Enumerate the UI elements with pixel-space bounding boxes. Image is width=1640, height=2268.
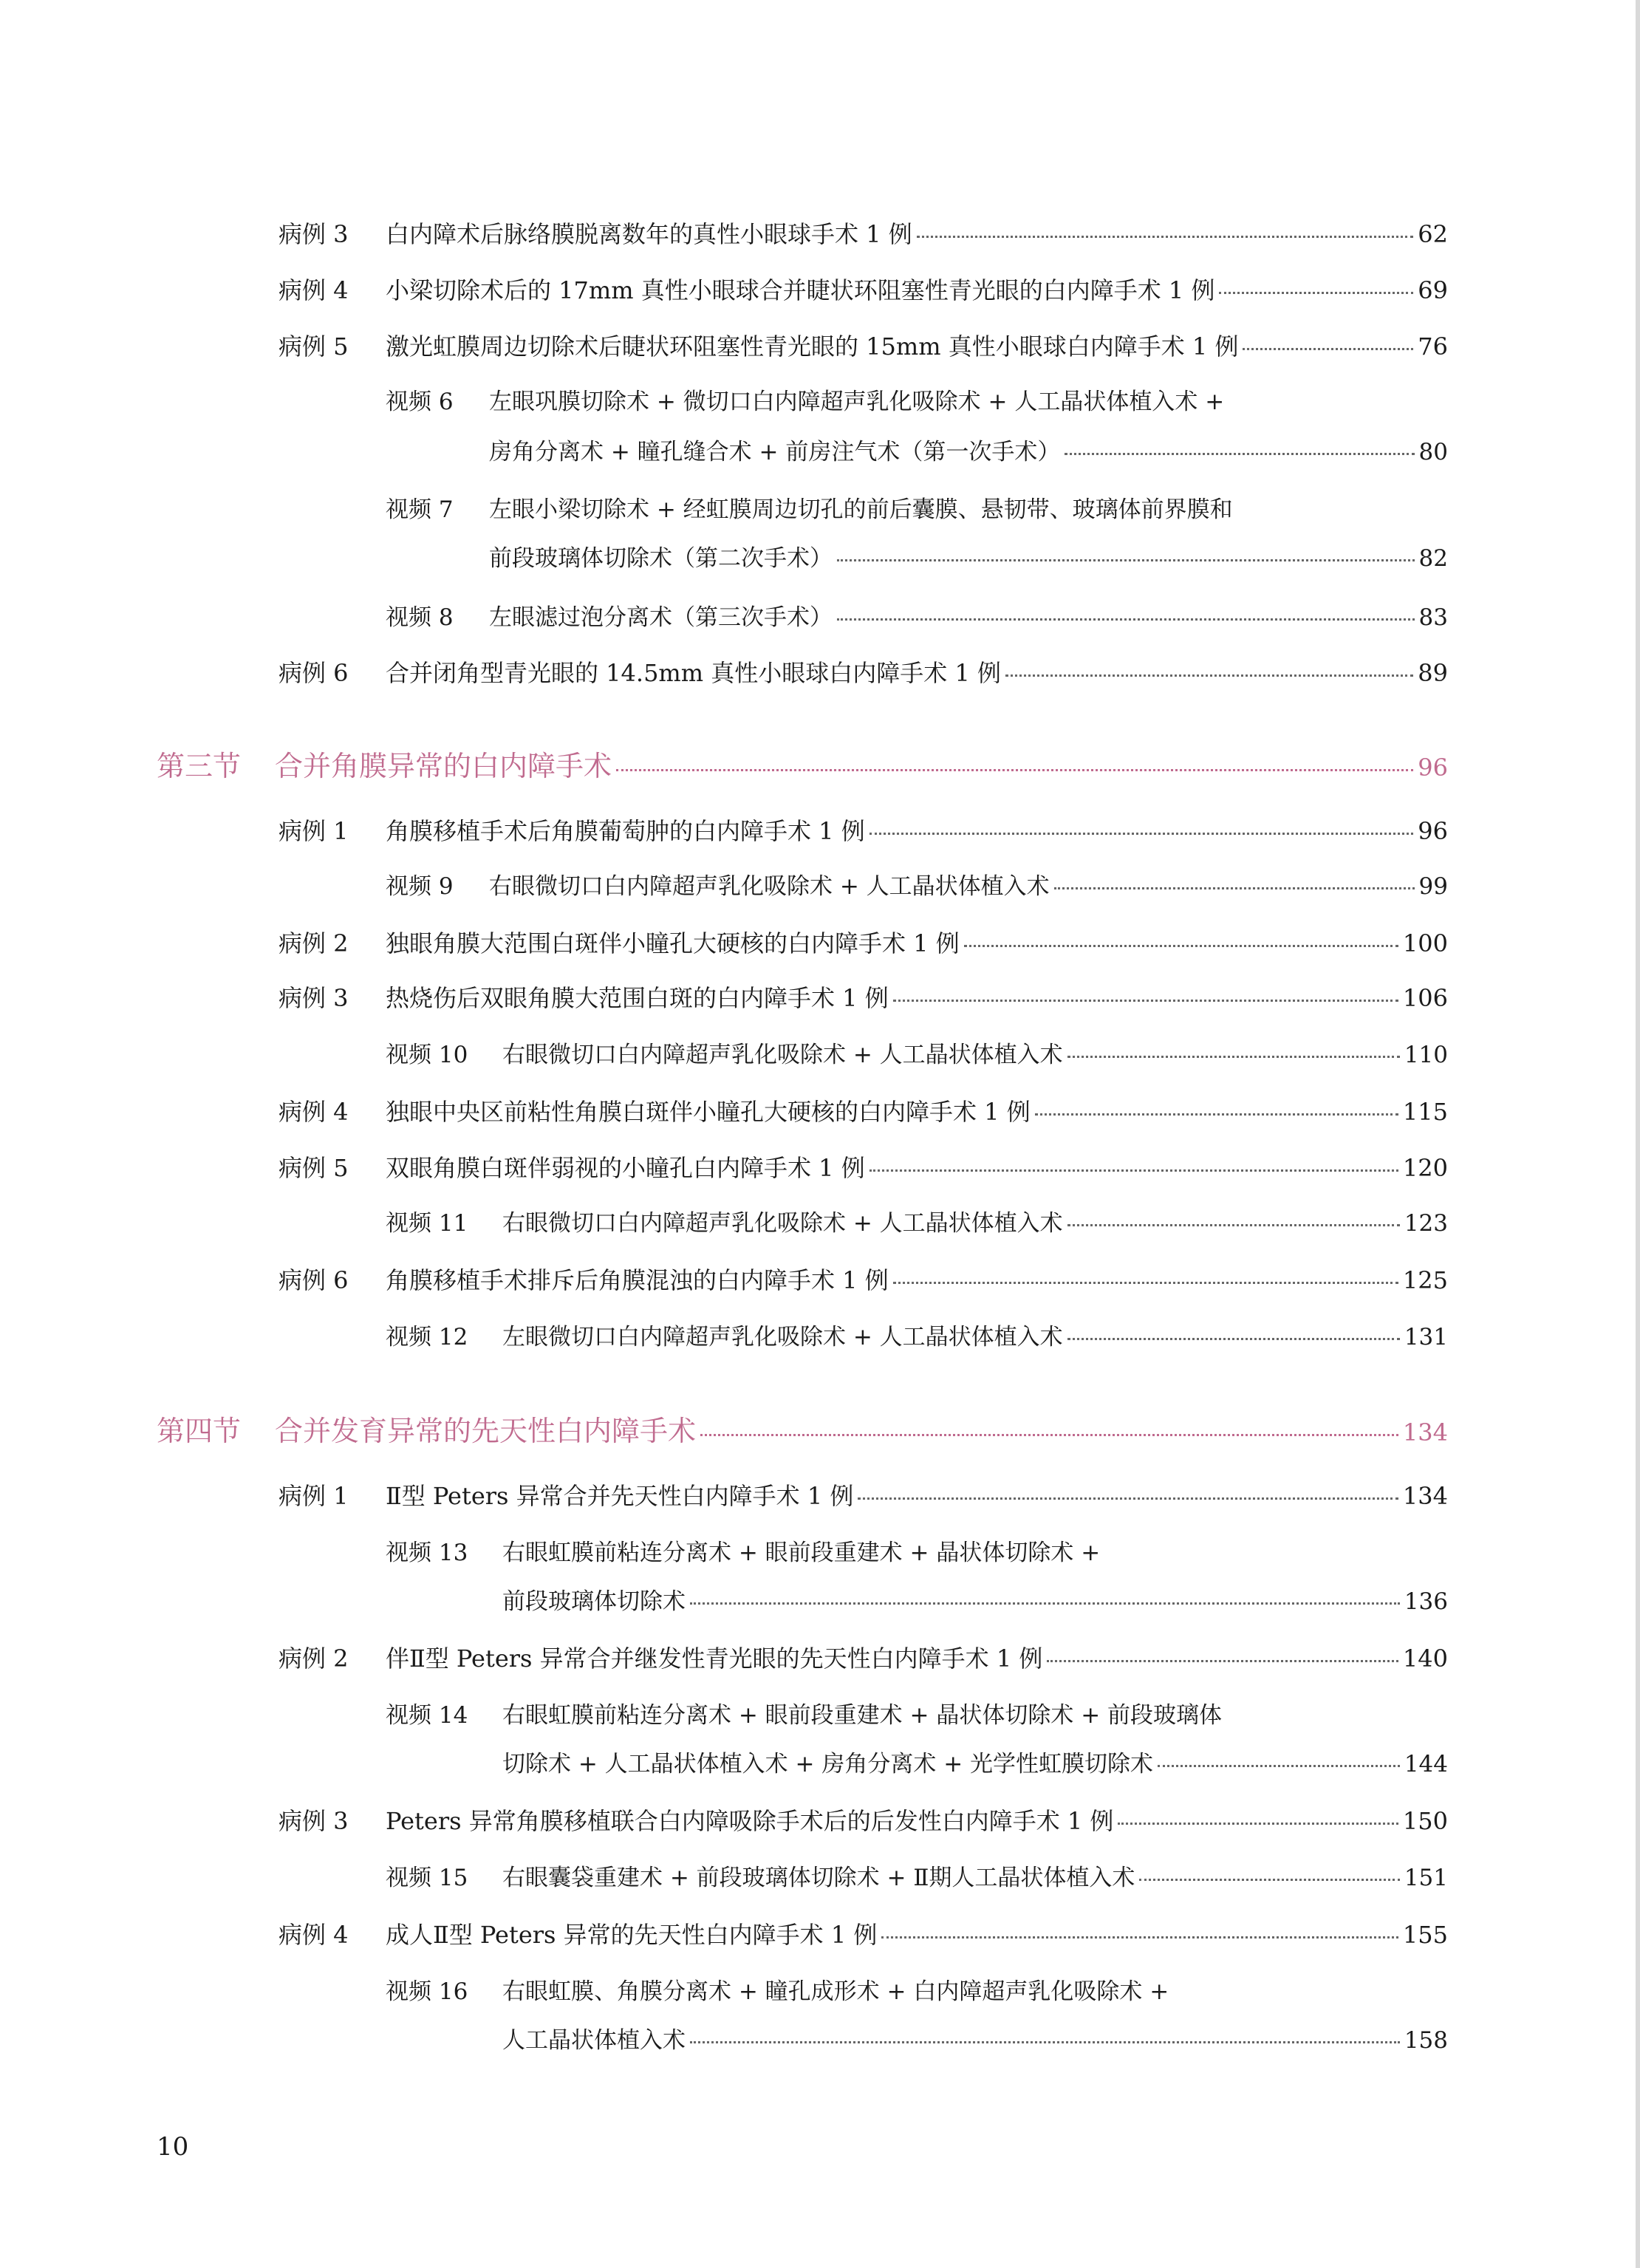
leader-dots [837,618,1415,621]
section-title: 合并发育异常的先天性白内障手术 [275,1415,697,1447]
entry-label: 病例 5 [279,1154,349,1182]
entry-page: 76 [1418,332,1448,361]
leader-dots [917,236,1414,238]
entry-label: 病例 1 [279,817,349,845]
entry-page: 83 [1418,604,1448,631]
toc-entry-video[interactable] [386,1859,1448,1892]
toc-entry-video[interactable] [386,1318,1448,1351]
entry-label: 视频 6 [386,389,454,415]
entry-page: 150 [1402,1807,1448,1835]
entry-label: 病例 5 [279,332,349,361]
entry-label: 病例 4 [279,1921,349,1949]
leader-dots [1118,1823,1398,1825]
toc-entry-case[interactable] [279,655,1448,689]
leader-dots [1035,1113,1398,1116]
entry-title: 右眼囊袋重建术 + 前段玻璃体切除术 + Ⅱ期人工晶状体植入术 [502,1865,1135,1891]
toc-entry-video[interactable] [386,598,1448,632]
section-label: 第三节 [157,750,242,782]
entry-title: Peters 异常角膜移植联合白内障吸除手术后的后发性白内障手术 1 例 [386,1807,1114,1835]
entry-title: 独眼中央区前粘性角膜白斑伴小瞳孔大硬核的白内障手术 1 例 [386,1098,1031,1126]
toc-entry-video[interactable] [502,1582,1448,1616]
entry-title: 合并闭角型青光眼的 14.5mm 真性小眼球白内障手术 1 例 [386,659,1001,687]
leader-dots [1047,1660,1398,1662]
entry-page: 144 [1404,1751,1448,1777]
leader-dots [616,769,1413,771]
entry-title: 伴Ⅱ型 Peters 异常合并继发性青光眼的先天性白内障手术 1 例 [386,1644,1043,1673]
entry-title: 小梁切除术后的 17mm 真性小眼球合并睫状环阻塞性青光眼的白内障手术 1 例 [386,276,1215,304]
page-number: 10 [157,2132,189,2162]
entry-page: 125 [1402,1266,1448,1294]
entry-page: 99 [1418,873,1448,900]
entry-page: 110 [1404,1042,1448,1068]
entry-page: 134 [1402,1482,1448,1510]
entry-label: 病例 1 [279,1482,349,1510]
entry-label: 视频 7 [386,496,454,523]
entry-label: 病例 4 [279,1098,349,1126]
leader-dots [1067,1224,1400,1226]
entry-label: 视频 16 [386,1978,468,2005]
entry-title: 白内障术后脉络膜脱离数年的真性小眼球手术 1 例 [386,220,912,248]
entry-label: 视频 15 [386,1865,468,1891]
entry-title: 角膜移植手术排斥后角膜混浊的白内障手术 1 例 [386,1266,889,1294]
entry-title-line1[interactable]: 右眼虹膜前粘连分离术 + 眼前段重建术 + 晶状体切除术 + 前段玻璃体 [502,1702,1223,1729]
entry-page: 151 [1404,1865,1448,1891]
entry-page: 69 [1418,276,1448,304]
entry-label: 视频 8 [386,604,454,631]
entry-title: 角膜移植手术后角膜葡萄肿的白内障手术 1 例 [386,817,865,845]
entry-page: 131 [1404,1324,1448,1350]
toc-entry-video[interactable] [502,2021,1448,2054]
entry-label: 病例 2 [279,929,349,957]
entry-title-line2: 人工晶状体植入术 [502,2027,686,2054]
entry-label: 视频 11 [386,1210,468,1237]
section-label: 第四节 [157,1415,242,1447]
entry-label: 病例 6 [279,1266,349,1294]
entry-title-line2: 前段玻璃体切除术 [502,1588,686,1615]
toc-entry-case[interactable] [279,328,1448,362]
leader-dots [837,559,1415,561]
leader-dots [1139,1879,1399,1881]
entry-page: 140 [1402,1644,1448,1673]
toc-entry-case[interactable] [279,1478,1448,1512]
entry-title: 双眼角膜白斑伴弱视的小瞳孔白内障手术 1 例 [386,1154,865,1182]
toc-section-heading[interactable] [157,743,1448,784]
leader-dots [869,833,1414,835]
page-edge [1636,0,1640,2268]
section-page: 134 [1402,1418,1448,1446]
entry-title-line1[interactable]: 右眼虹膜、角膜分离术 + 瞳孔成形术 + 白内障超声乳化吸除术 + [502,1978,1169,2005]
toc-entry-case[interactable] [279,216,1448,250]
toc-entry-case[interactable] [279,1150,1448,1183]
entry-page: 106 [1402,984,1448,1012]
entry-label: 视频 14 [386,1702,468,1729]
entry-page: 123 [1404,1210,1448,1237]
entry-page: 155 [1402,1921,1448,1949]
leader-dots [893,1000,1398,1002]
entry-label: 视频 10 [386,1042,468,1068]
toc-entry-case[interactable] [279,925,1448,959]
toc-entry-case[interactable] [279,1916,1448,1950]
entry-label: 病例 3 [279,220,349,248]
entry-page: 120 [1402,1154,1448,1182]
leader-dots [1243,348,1413,350]
section-page: 96 [1418,754,1448,782]
leader-dots [858,1497,1398,1500]
entry-label: 视频 13 [386,1540,468,1566]
entry-title: 成人Ⅱ型 Peters 异常的先天性白内障手术 1 例 [386,1921,878,1949]
leader-dots [1067,1338,1400,1340]
leader-dots [700,1434,1398,1436]
leader-dots [964,945,1398,947]
toc-entry-video[interactable] [502,1745,1448,1778]
entry-title: 激光虹膜周边切除术后睫状环阻塞性青光眼的 15mm 真性小眼球白内障手术 1 例 [386,332,1239,361]
entry-title: 独眼角膜大范围白斑伴小瞳孔大硬核的白内障手术 1 例 [386,929,960,957]
entry-title: 左眼滤过泡分离术（第三次手术） [489,604,833,631]
entry-label: 视频 12 [386,1324,468,1350]
toc-entry-case[interactable] [279,1640,1448,1674]
leader-dots [881,1936,1398,1939]
entry-title-line1[interactable]: 左眼巩膜切除术 + 微切口白内障超声乳化吸除术 + 人工晶状体植入术 + [489,389,1225,415]
leader-dots [1005,674,1413,677]
entry-page: 80 [1418,439,1448,465]
entry-title: 右眼微切口白内障超声乳化吸除术 + 人工晶状体植入术 [502,1042,1063,1068]
leader-dots [869,1169,1398,1172]
entry-label: 病例 2 [279,1644,349,1673]
entry-title: Ⅱ型 Peters 异常合并先天性白内障手术 1 例 [386,1482,854,1510]
entry-title-line1[interactable]: 右眼虹膜前粘连分离术 + 眼前段重建术 + 晶状体切除术 + [502,1540,1101,1566]
entry-title-line2: 房角分离术 + 瞳孔缝合术 + 前房注气术（第一次手术） [489,439,1061,465]
entry-title: 左眼微切口白内障超声乳化吸除术 + 人工晶状体植入术 [502,1324,1063,1350]
entry-page: 82 [1418,545,1448,572]
section-title: 合并角膜异常的白内障手术 [275,750,612,782]
toc-entry-video[interactable] [386,1204,1448,1237]
toc-entry-video[interactable] [386,867,1448,901]
entry-page: 158 [1404,2027,1448,2054]
toc-entry-video[interactable] [489,433,1448,466]
entry-label: 视频 9 [386,873,454,900]
entry-page: 115 [1402,1098,1448,1126]
entry-page: 96 [1418,817,1448,845]
toc-entry-case[interactable] [279,1093,1448,1127]
entry-title-line2: 切除术 + 人工晶状体植入术 + 房角分离术 + 光学性虹膜切除术 [502,1751,1154,1777]
entry-title-line2: 前段玻璃体切除术（第二次手术） [489,545,833,572]
entry-page: 89 [1418,659,1448,687]
toc-entry-case[interactable] [279,1803,1448,1837]
toc-section-heading[interactable] [157,1408,1448,1449]
entry-title: 右眼微切口白内障超声乳化吸除术 + 人工晶状体植入术 [502,1210,1063,1237]
leader-dots [690,1602,1400,1605]
entry-title: 右眼微切口白内障超声乳化吸除术 + 人工晶状体植入术 [489,873,1050,900]
toc-entry-case[interactable] [279,1262,1448,1296]
toc-entry-case[interactable] [279,813,1448,847]
entry-label: 病例 6 [279,659,349,687]
entry-label: 病例 3 [279,1807,349,1835]
entry-page: 136 [1404,1588,1448,1615]
toc-entry-case[interactable] [279,980,1448,1014]
entry-title-line1[interactable]: 左眼小梁切除术 + 经虹膜周边切孔的前后囊膜、悬韧带、玻璃体前界膜和 [489,496,1233,523]
leader-dots [1054,887,1415,889]
entry-label: 病例 4 [279,276,349,304]
leader-dots [1219,292,1413,294]
leader-dots [690,2041,1400,2043]
entry-page: 62 [1418,220,1448,248]
leader-dots [1158,1765,1400,1767]
entry-page: 100 [1402,929,1448,957]
leader-dots [1065,453,1414,455]
toc-entry-video[interactable] [386,1036,1448,1069]
toc-entry-case[interactable] [279,272,1448,306]
leader-dots [893,1282,1398,1284]
entry-title: 热烧伤后双眼角膜大范围白斑的白内障手术 1 例 [386,984,889,1012]
toc-entry-video[interactable] [489,539,1448,573]
leader-dots [1067,1056,1400,1058]
entry-label: 病例 3 [279,984,349,1012]
